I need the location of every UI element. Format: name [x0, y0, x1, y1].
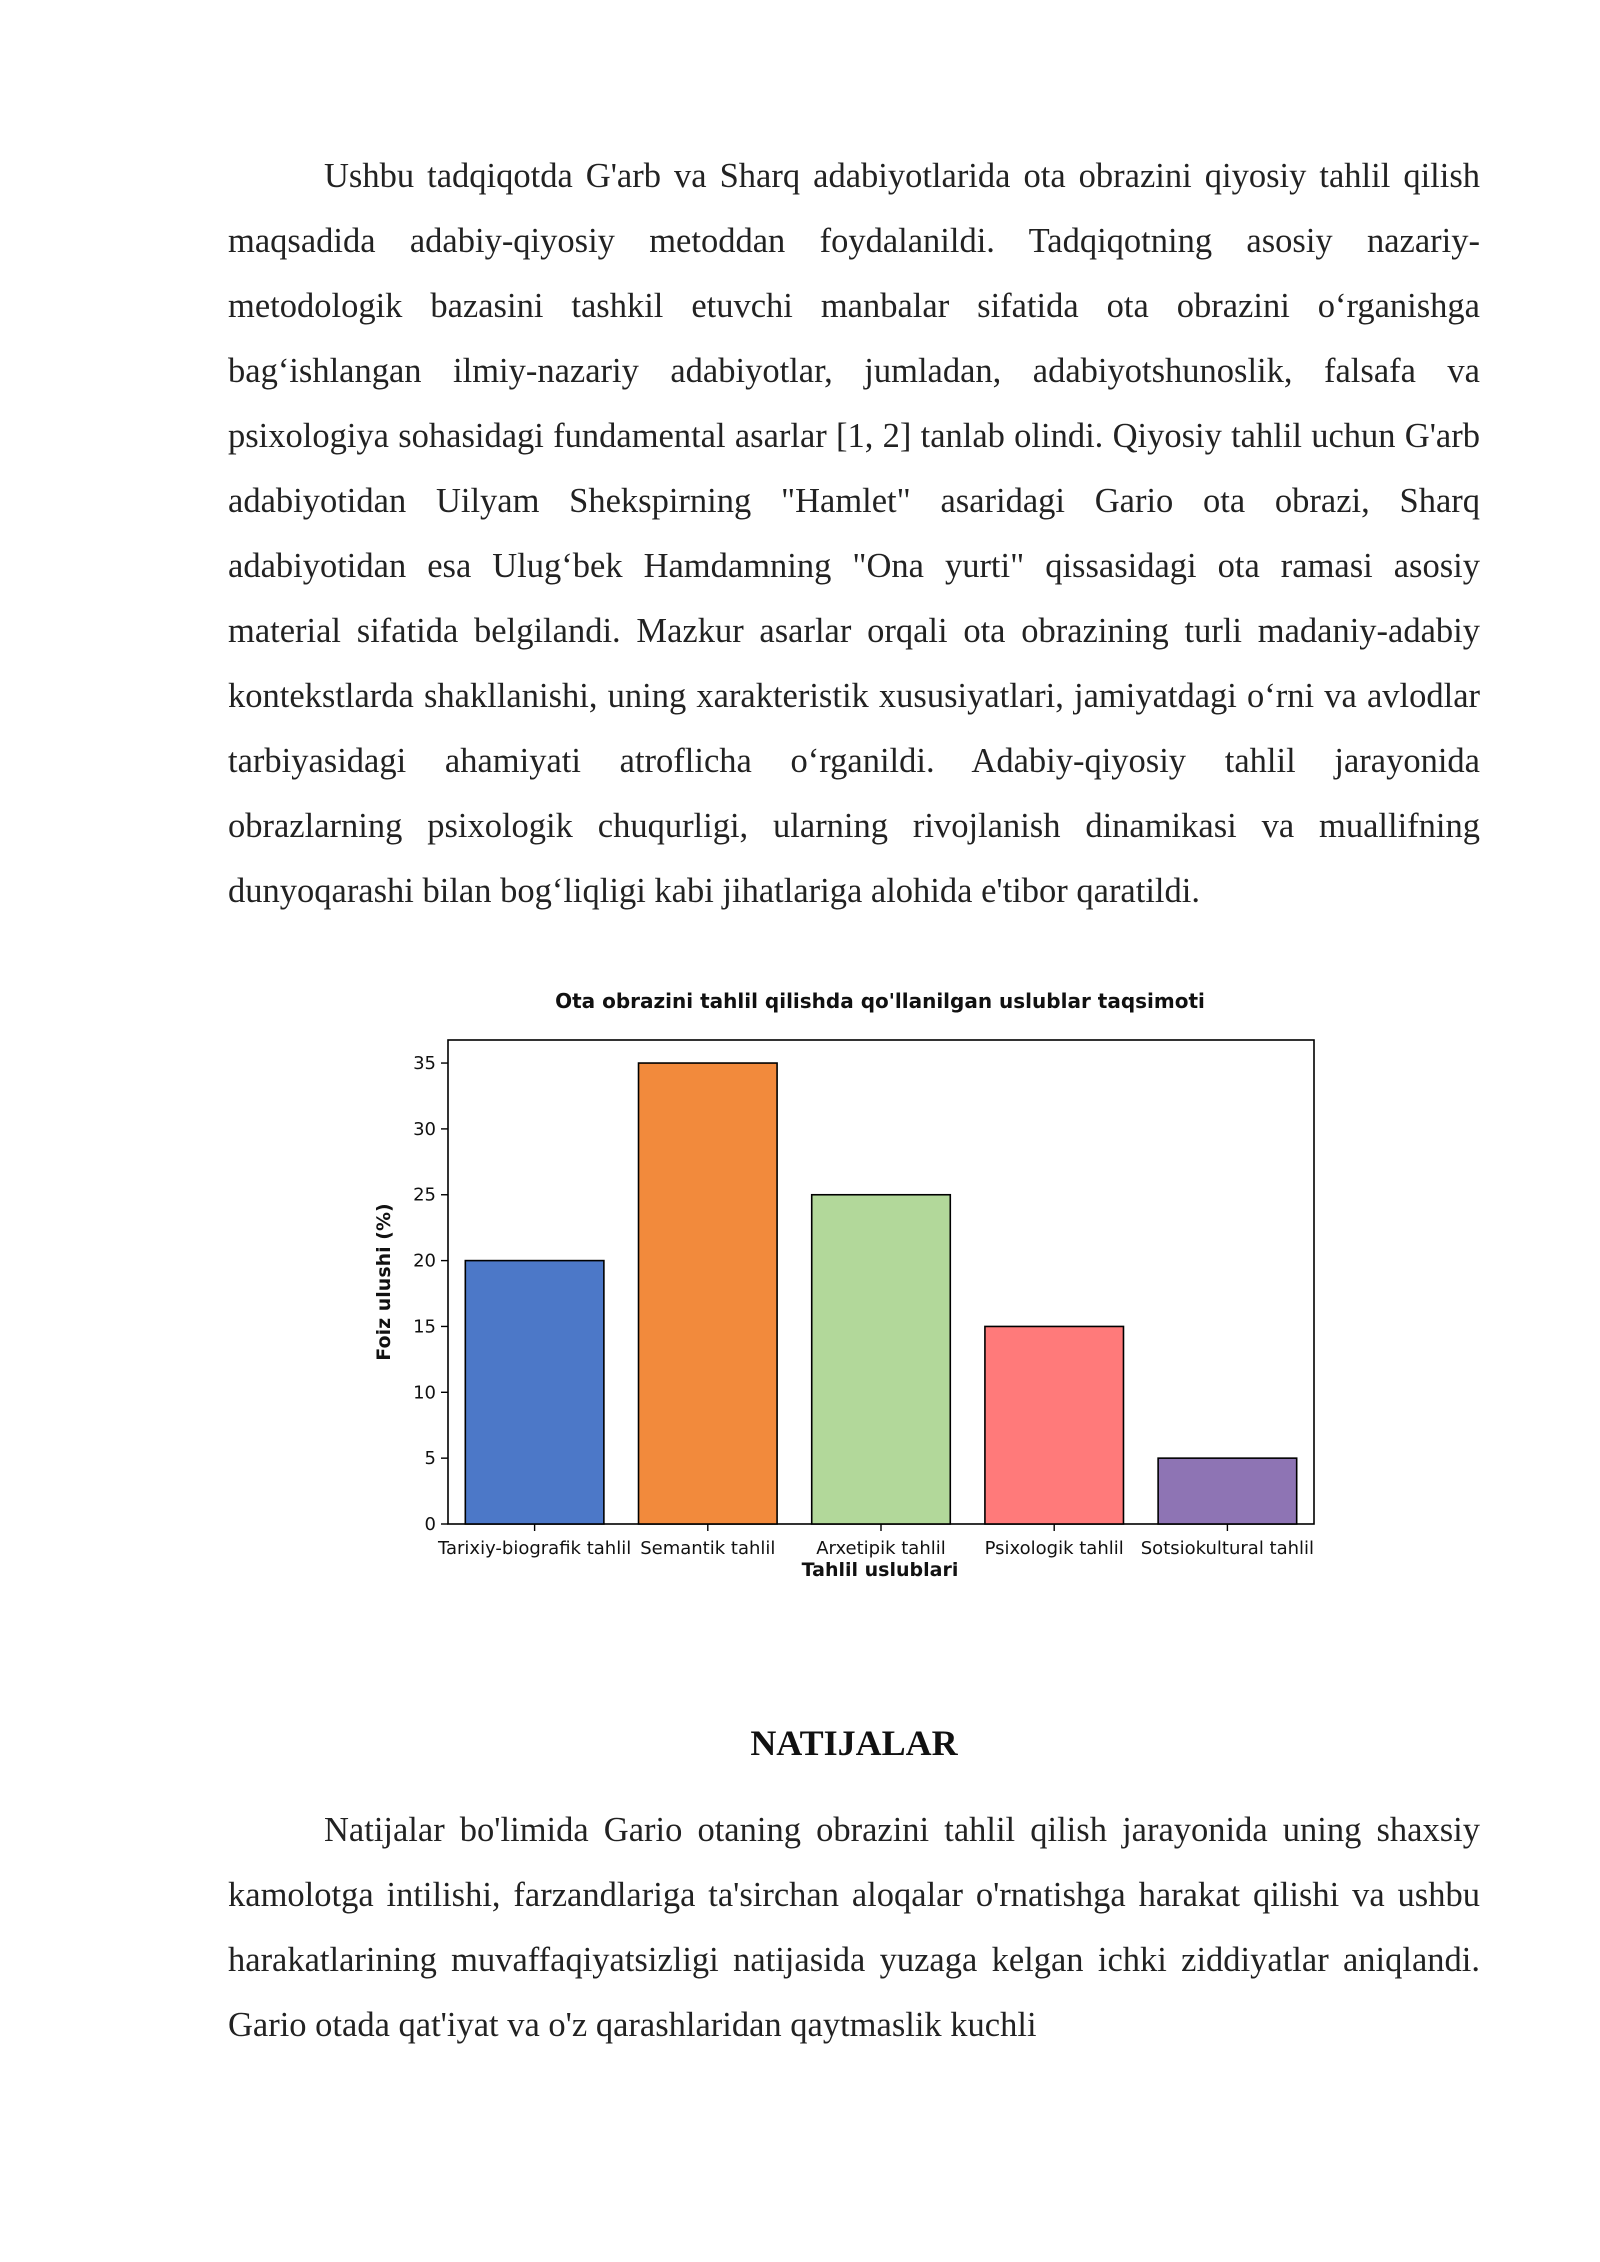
y-tick-label: 20 — [413, 1250, 436, 1272]
x-tick-label: Tarixiy-biografik tahlil — [437, 1538, 632, 1559]
y-tick-label: 5 — [424, 1448, 436, 1470]
x-tick-label: Psixologik tahlil — [984, 1538, 1124, 1559]
y-tick-label: 25 — [413, 1184, 436, 1206]
x-axis-ticks — [437, 1524, 1314, 1559]
results-paragraph: Natijalar bo'limida Gario otaning obrazini tahlil qilish jarayonida uning shaxsiy kamolotga intilishi, farzandlariga ta'sirchan aloqalar o'rnatishga harakat qilishi va ushbu harakatlarining muvaffaqiyatsizligi natijasida yuzaga kelgan ichki ziddiyatlar aniqlandi. Gario otada qat'iyat va o'z qarashlaridan qaytmaslik kuchli — [228, 1811, 1480, 2044]
bar — [812, 1195, 951, 1524]
y-tick-label: 0 — [424, 1514, 436, 1535]
bars-group — [465, 1063, 1296, 1524]
chart-title: Ota obrazini tahlil qilishda qo'llanilgan uslublar taqsimoti — [555, 990, 1205, 1013]
methodology-paragraph: Ushbu tadqiqotda G'arb va Sharq adabiyotlarida ota obrazini qiyosiy tahlil qilish maqsadida adabiy-qiyosiy metoddan foydalanildi. Tadqiqotning asosiy nazariy-metodologik bazasini tashkil etuvchi manbalar sifatida ota obrazini o‘rganishga bag‘ishlangan ilmiy-nazariy adabiyotlar, jumladan, adabiyotshunoslik, falsafa va psixologiya sohasidagi fundamental asarlar [1, 2] tanlab olindi. Qiyosiy tahlil uchun G'arb adabiyotidan Uilyam Shekspirning "Hamlet" asaridagi Gario ota obrazi, Sharq adabiyotidan esa Ulug‘bek Hamdamning "Ona yurti" qissasidagi ota ramasi asosiy material sifatida belgilandi. Mazkur asarlar orqali ota obrazining turli madaniy-adabiy kontekstlarda shakllanishi, uning xarakteristik xususiyatlari, jamiyatdagi o‘rni va avlodlar tarbiyasidagi ahamiyati atroflicha o‘rganildi. Adabiy-qiyosiy tahlil jarayonida obrazlarning psixologik chuqurligi, ularning rivojlanish dinamikasi va muallifning dunyoqarashi bilan bog‘liqligi kabi jihatlariga alohida e'tibor qaratildi. — [228, 157, 1480, 910]
x-axis-label: Tahlil uslublari — [801, 1559, 959, 1581]
x-tick-label: Semantik tahlil — [640, 1538, 776, 1559]
bar — [985, 1326, 1124, 1524]
y-tick-label: 15 — [413, 1316, 436, 1338]
bar — [465, 1261, 604, 1524]
bar-chart — [360, 990, 1340, 1610]
section-heading: NATIJALAR — [750, 1723, 958, 1763]
x-tick-label: Sotsiokultural tahlil — [1140, 1538, 1315, 1559]
x-tick-label: Arxetipik tahlil — [816, 1538, 946, 1559]
bar — [639, 1063, 778, 1524]
y-tick-label: 10 — [413, 1382, 436, 1404]
y-axis-label: Foiz ulushi (%) — [373, 1203, 395, 1361]
y-tick-label: 35 — [413, 1053, 436, 1075]
bar — [1158, 1458, 1297, 1524]
y-tick-label: 30 — [413, 1118, 436, 1140]
y-axis-ticks — [413, 1053, 448, 1535]
